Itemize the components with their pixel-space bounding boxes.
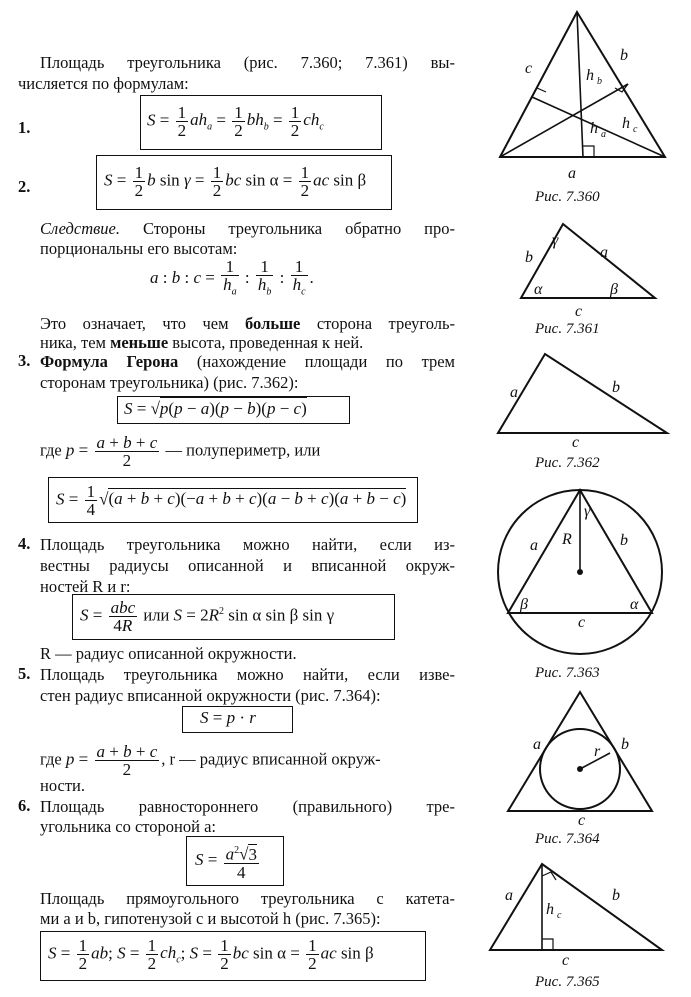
label-alpha-361: α xyxy=(534,281,543,298)
formula-4: S = $\frac{\text{abc}}{4R}$ или $S = 2R^2$ sin α sin β sin γ xyxy=(80,598,335,635)
altitude-hb xyxy=(500,84,628,157)
label-alpha-363: α xyxy=(630,596,639,613)
expl1-b: сторона треуголь- xyxy=(300,314,455,333)
label-h-365-sub: c xyxy=(557,910,562,921)
corollary-line-1 xyxy=(40,218,455,239)
intro-line-2: числяется по формулам: xyxy=(18,74,189,93)
label-b-361: b xyxy=(525,249,533,266)
incircle xyxy=(540,729,620,809)
right-line-2: ми a и b, гипотенузой c и высотой h (рис. 7.365): xyxy=(40,909,381,928)
label-a-363: a xyxy=(530,537,538,554)
or-label: или xyxy=(143,605,170,625)
item5-rest: , r — радиус вписанной окруж- xyxy=(161,749,381,769)
heron-formula-2: S = $\frac{1}{4}$ √(a + b + c)(−a + b + c)(a − b + c)(a + b − c) xyxy=(56,482,407,519)
proportion-formula: a : b : c = $\frac{1}{h_a}$ : $\frac{1}{h_b}$ : $\frac{1}{h_c}$ . xyxy=(150,257,314,298)
label-a-361: a xyxy=(600,244,608,261)
heron-text: (нахождение площади по трем xyxy=(178,352,455,371)
label-c-365: c xyxy=(562,952,570,969)
label-a-362: a xyxy=(510,384,518,401)
heron-line-1 xyxy=(40,351,455,372)
triangle-7-363 xyxy=(508,490,652,613)
label-beta-363: β xyxy=(520,596,528,613)
item5-where-line: где p = $\frac{a + b + c}{2}$ , r — радиус вписанной окруж- xyxy=(40,742,381,779)
where-label: где xyxy=(40,440,62,460)
label-gamma-361: γ xyxy=(552,232,559,249)
item6-line-1: Площадь равностороннего (правильного) тре- xyxy=(40,797,455,816)
label-ha: h xyxy=(590,120,598,137)
item-number-1: 1. xyxy=(18,118,31,137)
caption-7-361: Рис. 7.361 xyxy=(535,321,600,337)
caption-7-360: Рис. 7.360 xyxy=(535,189,600,205)
item-number-2: 2. xyxy=(18,177,31,196)
item4-line-2: вестны радиусы описанной и вписанной окруж- xyxy=(40,556,455,575)
radius-r xyxy=(580,753,610,769)
heron-line-2: сторонам треугольника) (рис. 7.362): xyxy=(40,373,299,392)
label-h-365: h xyxy=(546,901,554,918)
altitude-hc xyxy=(532,97,665,157)
triangle-7-360 xyxy=(500,12,665,157)
label-hb-sub: b xyxy=(597,76,602,87)
label-b-365: b xyxy=(612,887,620,904)
formula-6: S = $\frac{a^2√3}{4}$ xyxy=(195,842,261,881)
label-ha-sub: a xyxy=(601,129,606,140)
formula-1: S = $\frac{1}{2}$ $ah_a$ = $\frac{1}{2}$ $bh_b$ = $\frac{1}{2}$ $ch_c$ xyxy=(147,103,324,140)
item-number-5: 5. xyxy=(18,664,31,683)
label-b-363: b xyxy=(620,532,628,549)
triangle-7-361 xyxy=(521,224,655,298)
item6-line-2: угольника со стороной a: xyxy=(40,817,216,836)
label-a-364: a xyxy=(533,736,541,753)
label-b-364: b xyxy=(621,736,629,753)
label-c-360: c xyxy=(525,60,533,77)
caption-7-365: Рис. 7.365 xyxy=(535,974,600,990)
formula-5: S = p · r xyxy=(200,708,256,727)
corollary-text-1: Стороны треугольника обратно про- xyxy=(119,219,455,238)
triangle-7-365 xyxy=(490,864,662,950)
item-number-3: 3. xyxy=(18,351,31,370)
corollary-expl-1 xyxy=(40,313,455,334)
caption-7-362: Рис. 7.362 xyxy=(535,455,600,471)
label-b-362: b xyxy=(612,379,620,396)
expl2-b: высота, проведенная к ней. xyxy=(168,333,364,352)
label-hc: h xyxy=(622,115,630,132)
caption-7-364: Рис. 7.364 xyxy=(535,831,600,847)
expl2-a: ника, тем xyxy=(40,333,111,352)
corollary-line-2: порциональны его высотам: xyxy=(40,239,238,258)
caption-7-363: Рис. 7.363 xyxy=(535,665,600,681)
label-hc-sub: c xyxy=(633,124,638,135)
label-R: R xyxy=(562,531,572,548)
item5-line-1: Площадь треугольника можно найти, если изве- xyxy=(40,665,455,684)
corollary-label: Следствие. xyxy=(40,219,120,238)
item4-note: R — радиус описанной окружности. xyxy=(40,644,297,663)
label-c-363: c xyxy=(578,614,586,631)
expl1-bold: больше xyxy=(245,314,301,333)
item5-where: где xyxy=(40,749,62,769)
label-b-360: b xyxy=(620,47,628,64)
expl2-bold: меньше xyxy=(110,333,169,352)
item4-line-1: Площадь треугольника можно найти, если из- xyxy=(40,535,455,554)
semi-perimeter-line: где p = $\frac{a + b + c}{2}$ — полупериметр, или xyxy=(40,433,321,470)
label-c-362: c xyxy=(572,434,580,451)
item-number-4: 4. xyxy=(18,534,31,553)
triangle-7-364 xyxy=(508,692,652,811)
expl1-a: Это означает, что чем xyxy=(40,314,246,333)
circumcircle xyxy=(498,490,662,654)
heron-title: Формула Герона xyxy=(40,352,179,371)
triangle-7-362 xyxy=(498,354,667,433)
semi-perimeter-text: — полупериметр, или xyxy=(165,440,321,460)
heron-formula: S = √p(p − a)(p − b)(p − c) xyxy=(124,399,307,418)
label-gamma-363: γ xyxy=(584,503,591,520)
label-hb: h xyxy=(586,67,594,84)
label-a-365: a xyxy=(505,887,513,904)
item4-line-3: ностей R и r: xyxy=(40,577,131,596)
item5-line-3: ности. xyxy=(40,776,85,795)
label-a-360: a xyxy=(568,165,576,182)
item5-line-2: стен радиус вписанной окружности (рис. 7.364): xyxy=(40,686,381,705)
item-number-6: 6. xyxy=(18,796,31,815)
right-line-1: Площадь прямоугольного треугольника с катета- xyxy=(40,889,455,908)
intro-line-1: Площадь треугольника (рис. 7.360; 7.361) вы- xyxy=(40,53,455,72)
label-c-364: c xyxy=(578,812,586,829)
label-c-361: c xyxy=(575,303,583,320)
formula-2: S = $\frac{1}{2}$ b sin γ = $\frac{1}{2}$ bc sin α = $\frac{1}{2}$ ac sin β xyxy=(104,163,367,200)
formula-right: S = $\frac{1}{2}$ ab; S = $\frac{1}{2}$ $ch_c$; S = $\frac{1}{2}$ bc sin α = $\frac{1}{2}$ ac sin β xyxy=(48,936,374,973)
label-r: r xyxy=(594,743,601,760)
altitude-ha xyxy=(577,12,583,157)
label-beta-361: β xyxy=(610,281,618,298)
corollary-expl-2 xyxy=(40,332,363,353)
